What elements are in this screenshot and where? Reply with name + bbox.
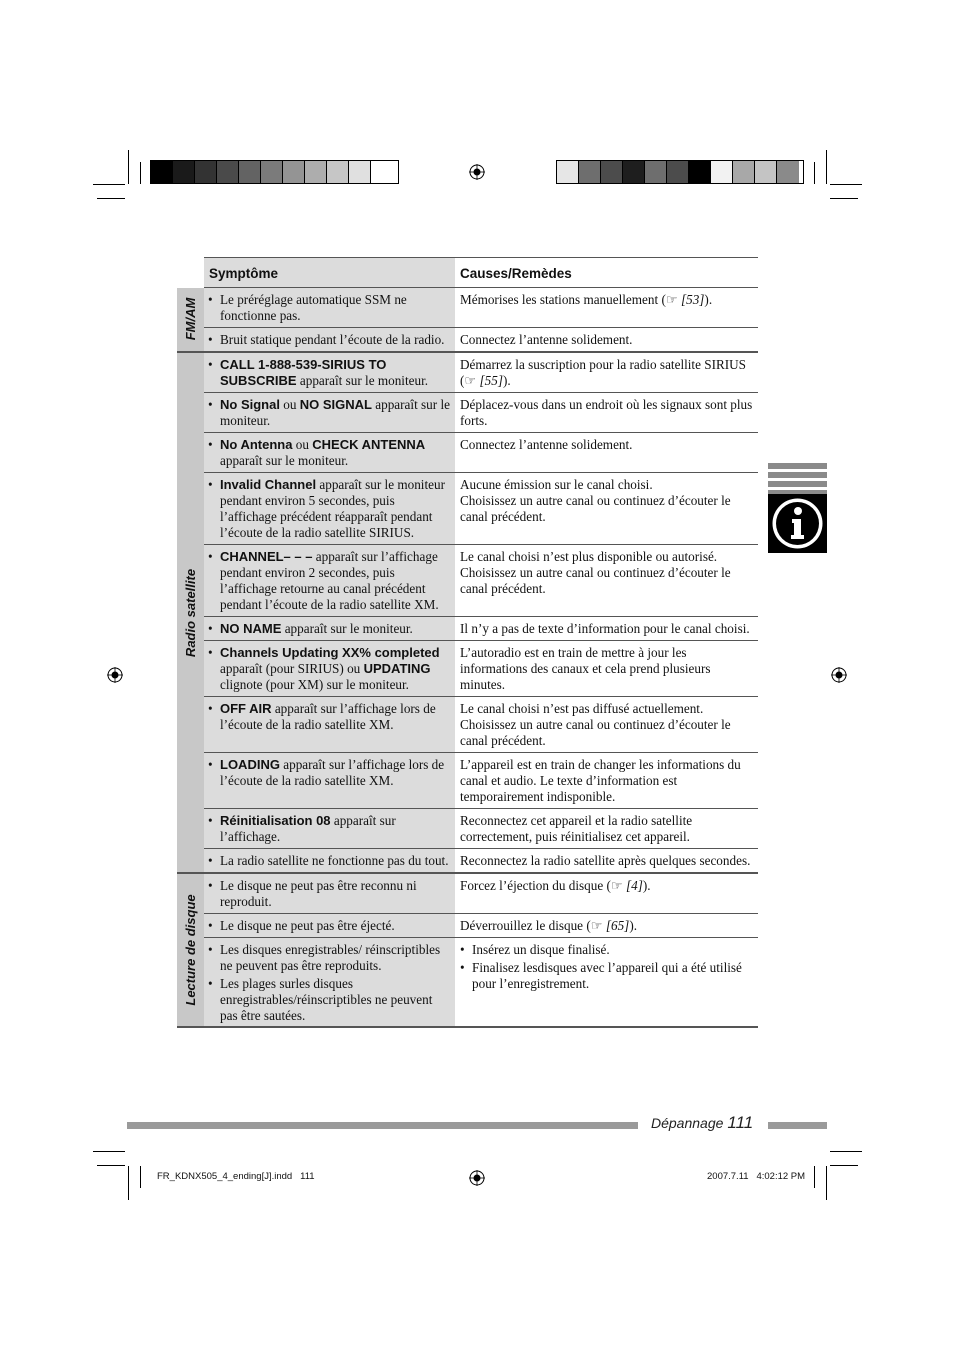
cause-cell: Connectez l’antenne solidement.: [455, 328, 758, 353]
side-tab-stripe: [768, 481, 827, 487]
table-row: [177, 288, 758, 328]
table-row: [177, 914, 758, 938]
symptom-cell: • No Signal ou NO SIGNAL apparaît sur le moniteur.: [204, 393, 455, 433]
symptom-cell: • OFF AIR apparaît sur l’affichage lors de l’écoute de la radio satellite XM.: [204, 697, 455, 753]
print-date: 2007.7.11 4:02:12 PM: [707, 1171, 806, 1182]
cause-cell: • Insérez un disque finalisé. • Finalisez lesdisques avec l’appareil qui a été utilisé pour l’enregistrement.: [455, 938, 758, 1028]
header-symptom: Symptôme: [204, 258, 455, 288]
info-icon: [768, 494, 827, 553]
table-header-row: [177, 258, 758, 288]
footer-rule-left: [127, 1122, 638, 1129]
category-disc: Lecture de disque: [177, 873, 204, 1027]
cause-cell: Démarrez la suscription pour la radio satellite SIRIUS ( ☞ [55]).: [455, 352, 758, 393]
registration-mark-icon: [469, 164, 485, 180]
gray-scale-bar-right: [556, 160, 804, 184]
symptom-cell: • Le disque ne peut pas être reconnu ni reproduit.: [204, 873, 455, 914]
registration-mark-icon: [107, 667, 123, 683]
symptom-cell: • Invalid Channel apparaît sur le moniteur pendant environ 5 secondes, puis l’affichage précédent réapparaît pendant l’écoute de la radio satellite SIRIUS.: [204, 473, 455, 545]
section-name: Dépannage: [651, 1115, 724, 1131]
page-ref: ☞ [53]: [666, 292, 705, 307]
cause-cell: Déverrouillez le disque ( ☞ [65]).: [455, 914, 758, 938]
symptom-cell: • La radio satellite ne fonctionne pas du tout.: [204, 849, 455, 874]
symptom-cell: • Bruit statique pendant l’écoute de la radio.: [204, 328, 455, 353]
table-row: [177, 328, 758, 353]
crop-mark: [826, 150, 827, 184]
category-fmam: FM/AM: [177, 288, 204, 353]
page-folio: [651, 1113, 753, 1133]
table-row: [177, 809, 758, 849]
troubleshooting-table: [177, 257, 758, 1028]
cause-cell: Mémorises les stations manuellement ( ☞ [53]).: [455, 288, 758, 328]
crop-mark: [128, 150, 129, 184]
page-number: 111: [727, 1113, 754, 1132]
crop-mark: [830, 1165, 858, 1166]
crop-mark: [97, 1165, 125, 1166]
crop-mark: [93, 1151, 125, 1152]
cause-cell: L’appareil est en train de changer les informations du canal et audio. Le texte d’information est temporairement indisponible.: [455, 753, 758, 809]
crop-mark: [830, 1151, 862, 1152]
cause-cell: Aucune émission sur le canal choisi. Choisissez un autre canal ou continuez d’écouter le canal précédent.: [455, 473, 758, 545]
file-info: FR_KDNX505_4_ending[J].indd 111: [157, 1171, 315, 1182]
symptom-cell: • CHANNEL– – – apparaît sur l’affichage pendant environ 2 secondes, puis l’affichage retourne au canal précédent pendant l’écoute de la radio satellite XM.: [204, 545, 455, 617]
crop-mark: [140, 1166, 141, 1188]
crop-mark: [128, 1166, 129, 1200]
table-row: [177, 849, 758, 874]
category-radio: Radio satellite: [177, 352, 204, 873]
table-row: [177, 352, 758, 393]
gray-scale-bar-left: [150, 160, 399, 184]
crop-mark: [140, 162, 141, 184]
symptom-cell: • Le disque ne peut pas être éjecté.: [204, 914, 455, 938]
table-row: [177, 753, 758, 809]
cause-cell: Le canal choisi n’est pas diffusé actuellement. Choisissez un autre canal ou continuez d’écouter le canal précédent.: [455, 697, 758, 753]
footer-rule-right: [768, 1122, 827, 1129]
symptom-cell: • LOADING apparaît sur l’affichage lors de l’écoute de la radio satellite XM.: [204, 753, 455, 809]
symptom-cell: • Channels Updating XX% completed apparaît (pour SIRIUS) ou UPDATING clignote (pour XM) sur le moniteur.: [204, 641, 455, 697]
side-tab-stripe: [768, 463, 827, 469]
cause-cell: Connectez l’antenne solidement.: [455, 433, 758, 473]
table-row: [177, 545, 758, 617]
crop-mark: [826, 1166, 827, 1200]
symptom-cell: • No Antenna ou CHECK ANTENNA apparaît sur le moniteur.: [204, 433, 455, 473]
symptom-cell: • CALL 1-888-539-SIRIUS TO SUBSCRIBE apparaît sur le moniteur.: [204, 352, 455, 393]
table-row: [177, 873, 758, 914]
cause-cell: Déplacez-vous dans un endroit où les signaux sont plus forts.: [455, 393, 758, 433]
table-row: [177, 433, 758, 473]
table-row: [177, 473, 758, 545]
page-ref: ☞ [55]: [464, 373, 503, 388]
table-row: [177, 393, 758, 433]
registration-mark-icon: [469, 1170, 485, 1186]
table-row: [177, 938, 758, 1028]
cause-cell: Reconnectez cet appareil et la radio satellite correctement, puis réinitialisez cet appareil.: [455, 809, 758, 849]
page-ref: ☞ [65]: [591, 918, 630, 933]
crop-mark: [830, 198, 858, 199]
registration-mark-icon: [831, 667, 847, 683]
cause-cell: Le canal choisi n’est plus disponible ou autorisé. Choisissez un autre canal ou continuez d’écouter le canal précédent.: [455, 545, 758, 617]
cause-cell: Forcez l’éjection du disque ( ☞ [4]).: [455, 873, 758, 914]
table-row: [177, 641, 758, 697]
table-row: [177, 617, 758, 641]
side-tab-stripe: [768, 472, 827, 478]
table-row: [177, 697, 758, 753]
crop-mark: [814, 1166, 815, 1188]
symptom-cell: • Réinitialisation 08 apparaît sur l’affichage.: [204, 809, 455, 849]
cause-cell: Reconnectez la radio satellite après quelques secondes.: [455, 849, 758, 874]
cause-cell: L’autoradio est en train de mettre à jour les informations des canaux et cela prend plusieurs minutes.: [455, 641, 758, 697]
header-causes: Causes/Remèdes: [455, 258, 758, 288]
crop-mark: [97, 198, 125, 199]
page-ref: ☞ [4]: [611, 878, 643, 893]
crop-mark: [814, 162, 815, 184]
symptom-cell: • NO NAME apparaît sur le moniteur.: [204, 617, 455, 641]
crop-mark: [830, 184, 862, 185]
symptom-cell: • Le préréglage automatique SSM ne fonctionne pas.: [204, 288, 455, 328]
crop-mark: [93, 184, 125, 185]
symptom-cell: • Les disques enregistrables/ réinscriptibles ne peuvent pas être reproduits. • Les plages surles disques enregistrables/réinscriptibles ne peuvent pas être sautées.: [204, 938, 455, 1028]
cause-cell: Il n’y a pas de texte d’information pour le canal choisi.: [455, 617, 758, 641]
